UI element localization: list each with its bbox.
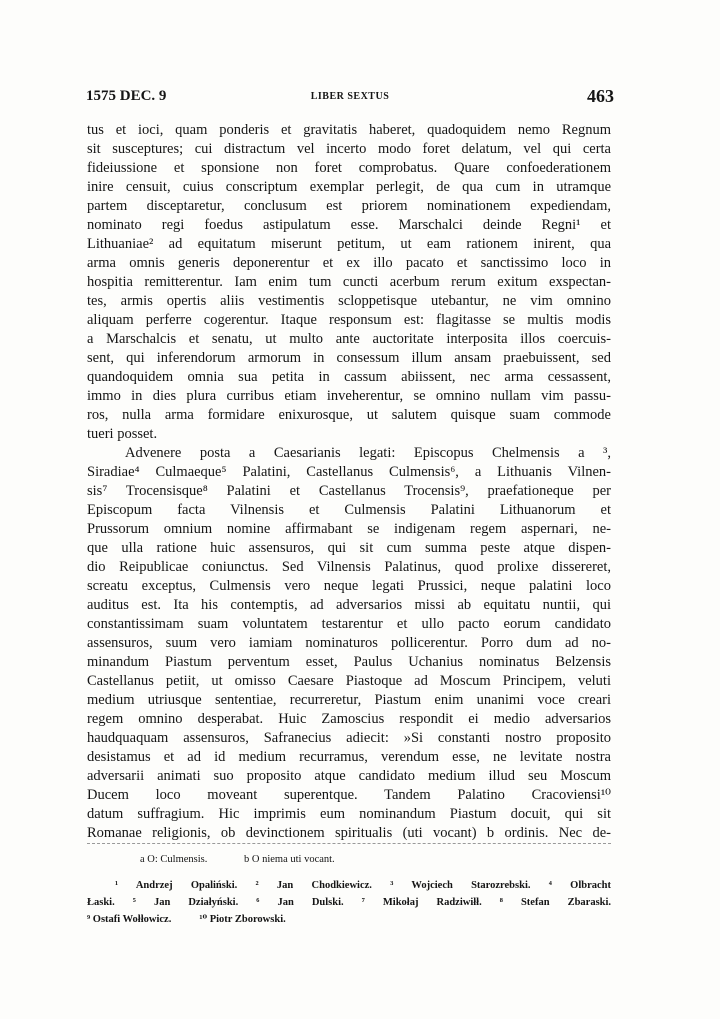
text-line: Episcopum facta Vilnensis et Culmensis Palatini Lithuanorum et — [87, 502, 611, 518]
footnote: ⁶ Jan Dulski. — [256, 897, 344, 908]
text-line: tus et ioci, quam ponderis et gravitatis haberet, quadoquidem nemo Regnum — [87, 122, 611, 138]
text-line: sent, qui inferendorum armorum in consessum illum ansam praebuissent, sed — [87, 350, 611, 366]
text-line: adversarii animati suo proposito atque candidato medium illud seu Moscum — [87, 768, 611, 784]
text-line: tes, armis opertis aliis vestimentis scloppetisque utebantur, ne vim omnino — [87, 293, 611, 309]
text-line: Romanae religionis, ob devinctionem spiritualis (uti vocant) b ordinis. Nec de- — [87, 825, 611, 841]
footnote: ⁹ Ostafi Wołłowicz. — [87, 914, 172, 925]
footnote-line — [87, 894, 611, 911]
footnote-line — [87, 911, 611, 928]
footnote: ¹ Andrzej Opaliński. — [115, 880, 238, 891]
footnote: ⁵ Jan Działyński. — [132, 897, 239, 908]
text-line: que ulla ratione huic assensuros, qui sit cum summa peste atque dispen- — [87, 540, 611, 556]
footnote: Łaski. — [87, 897, 115, 908]
running-head — [86, 86, 614, 112]
textual-note: a O: Culmensis. — [140, 854, 208, 865]
text-line: Castellanus petiit, ut omisso Caesare Piastoque ad Moscum Principem, veluti — [87, 673, 611, 689]
header-title: LIBER SEXTUS — [310, 91, 390, 102]
paragraph-start-line: Advenere posta a Caesarianis legati: Episcopus Chelmensis a ³, — [125, 445, 611, 461]
footnote: ² Jan Chodkiewicz. — [255, 880, 372, 891]
text-line: Ducem loco moveant superentque. Tandem Palatino Cracoviensi¹⁰ — [87, 787, 611, 803]
text-line: Siradiae⁴ Culmaeque⁵ Palatini, Castellanus Culmensis⁶, a Lithuanis Vilnen- — [87, 464, 611, 480]
text-line: Lithuaniae² ad equitatum miserunt petitum, ut eam rationem inirent, qua — [87, 236, 611, 252]
text-line: ros, nulla arma formidare enixurosque, ut salutem quisque suam commode — [87, 407, 611, 423]
footnote: ⁷ Mikołaj Radziwiłł. — [361, 897, 482, 908]
text-line: Prussorum omnium nomine affirmabant se indigenam regem aspernari, ne- — [87, 521, 611, 537]
text-line: constantissimam suam voluntatem testarentur et ullo pacto eorum candidato — [87, 616, 611, 632]
footnote-line — [87, 877, 611, 894]
text-line: nominato regi foedus astipulatum esse. Marschalci deinde Regni¹ et — [87, 217, 611, 233]
header-date: 1575 DEC. 9 — [86, 88, 167, 104]
textual-notes — [140, 854, 580, 865]
text-line: assensuros, suum vero iamiam nominaturos pollicerentur. Porro dum ad no- — [87, 635, 611, 651]
text-line: quandoquidem omnia sua petita in cassum abiissent, nec arma cessassent, — [87, 369, 611, 385]
text-line: arma omnis generis deponerentur et ex illo pacato et sanctissimo loco in — [87, 255, 611, 271]
text-line: datum suffragium. Hic imprimis eum nominandum Piastum docuit, qui sit — [87, 806, 611, 822]
text-line: haudquaquam assensuros, Safranecius adiecit: »Si constanti nostro proposito — [87, 730, 611, 746]
footnote: ⁴ Olbracht — [548, 880, 612, 891]
page-number: 463 — [587, 86, 614, 106]
text-line: regem omnino desperabat. Huic Zamoscius respondit ei medio adversarios — [87, 711, 611, 727]
text-line: tueri posset. — [87, 426, 158, 442]
text-line: aliquam perferre cogerentur. Itaque responsum est: flagitasse se multis modis — [87, 312, 611, 328]
text-line: sis⁷ Trocensisque⁸ Palatini et Castellanus Trocensis⁹, praefationeque per — [87, 483, 611, 499]
text-line: fideiussione et sponsione non foret comprobatus. Quare confoederationem — [87, 160, 611, 176]
text-line: minandum Piastum perventum esset, Paulus Uchanius nominatus Belzensis — [87, 654, 611, 670]
text-line: a Marschalcis et senatu, ut multo ante auctoritate interposita illos coercuis- — [87, 331, 611, 347]
text-line: auditus est. Ita his contemptis, ad adversarios missi ab equitatu nuntii, qui — [87, 597, 611, 613]
text-line: immo in dies plura curribus etiam inveherentur, se omnino nullam vim passu- — [87, 388, 611, 404]
footnote-divider — [87, 843, 611, 844]
text-line: desistamus et ad id medium recurramus, verendum esse, ne levitate nostra — [87, 749, 611, 765]
person-footnotes — [87, 877, 611, 928]
footnote: ¹⁰ Piotr Zborowski. — [199, 914, 286, 925]
text-line: sit susceptures; cui distractum vel incerto modo foret delatum, vel qui certa — [87, 141, 611, 157]
text-line: medium utriusque sententiae, recurreretur, Piastum enim unanimi voce creari — [87, 692, 611, 708]
footnote: ⁸ Stefan Zbaraski. — [499, 897, 612, 908]
text-line: screatu exceptus, Culmensis vero neque legati Prussici, neque palatini loco — [87, 578, 611, 594]
footnote: ³ Wojciech Starozrebski. — [390, 880, 531, 891]
text-line: inire censuit, cuius conscriptum exemplar perlegit, de qua cum in utramque — [87, 179, 611, 195]
text-line: hospitia remitterentur. Iam enim tum cuncti acerbum rerum exitum exspectan- — [87, 274, 611, 290]
text-line: dio Reipublicae coniunctus. Sed Vilnensis Palatinus, quod prolixe dissereret, — [87, 559, 611, 575]
textual-note: b O niema uti vocant. — [244, 854, 335, 865]
main-text — [87, 121, 611, 843]
text-line: partem disceptaretur, conclusum est priorem nominationem expediendam, — [87, 198, 611, 214]
